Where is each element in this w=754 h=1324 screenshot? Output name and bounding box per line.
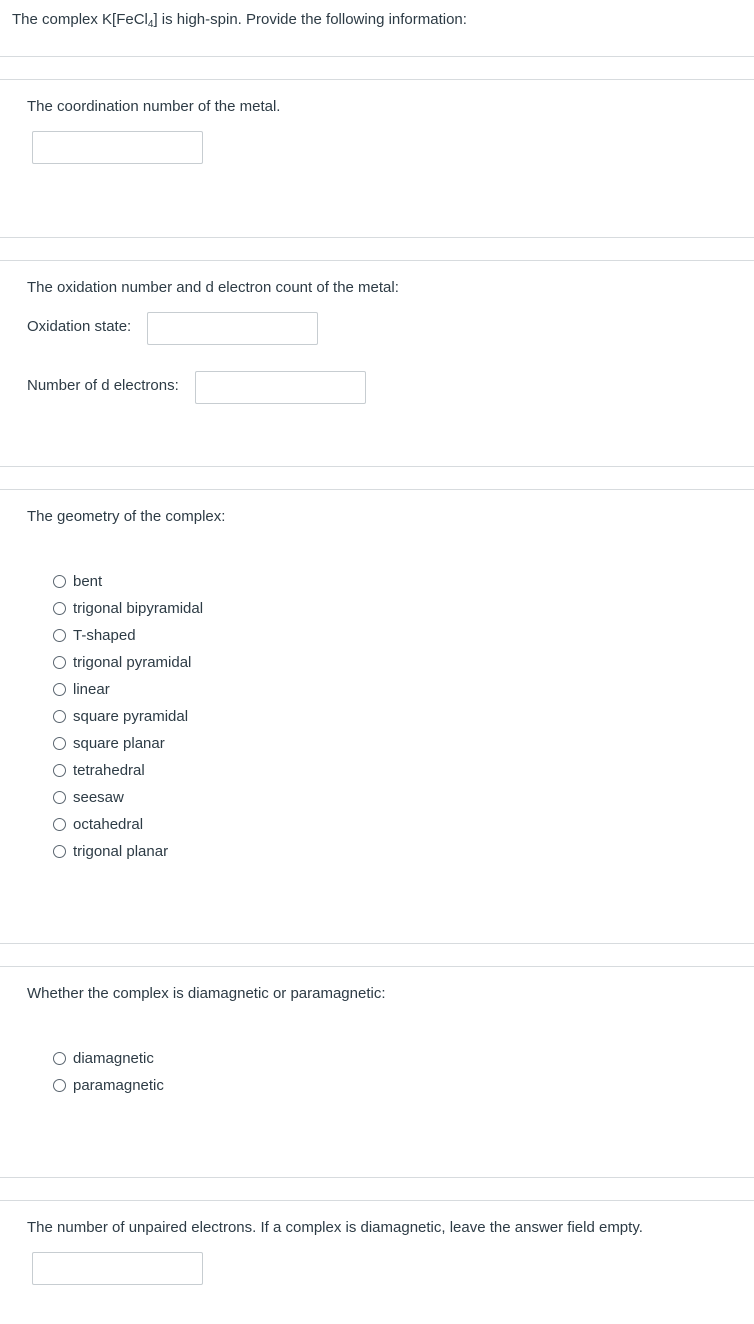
geometry-option-square-pyramidal[interactable] [53, 703, 203, 730]
radio-label: trigonal pyramidal [73, 653, 192, 671]
geometry-option-bent[interactable] [53, 568, 203, 595]
unpaired-question-text: The number of unpaired electrons. If a complex is diamagnetic, leave the answer field empty. [27, 1219, 643, 1236]
intro-prefix: The complex K[FeCl [12, 11, 148, 28]
magnetism-options [53, 1045, 164, 1099]
geometry-option-linear[interactable] [53, 676, 203, 703]
radio-button-icon[interactable] [53, 602, 66, 615]
intro-subscript: 4 [147, 19, 154, 30]
d-electrons-label: Number of d electrons: [27, 377, 179, 394]
geometry-options [53, 568, 203, 865]
radio-label: trigonal bipyramidal [73, 599, 204, 617]
radio-button-icon[interactable] [53, 1052, 66, 1065]
radio-label: octahedral [73, 815, 144, 833]
geometry-question-text: The geometry of the complex: [27, 508, 226, 525]
geometry-option-square-planar[interactable] [53, 730, 203, 757]
section-divider [0, 1177, 754, 1178]
radio-label: trigonal planar [73, 842, 169, 860]
radio-button-icon[interactable] [53, 656, 66, 669]
radio-button-icon[interactable] [53, 845, 66, 858]
radio-button-icon[interactable] [53, 629, 66, 642]
radio-label: diamagnetic [73, 1049, 154, 1067]
section-divider [0, 943, 754, 944]
radio-label: seesaw [73, 788, 124, 806]
radio-label: linear [73, 680, 110, 698]
oxidation-state-label: Oxidation state: [27, 318, 132, 335]
radio-button-icon[interactable] [53, 1079, 66, 1092]
geometry-option-trigonal-pyramidal[interactable] [53, 649, 203, 676]
oxidation-state-input[interactable] [147, 312, 318, 345]
radio-label: paramagnetic [73, 1076, 164, 1094]
radio-label: tetrahedral [73, 761, 145, 779]
section-divider [0, 966, 754, 967]
radio-button-icon[interactable] [53, 710, 66, 723]
radio-label: square pyramidal [73, 707, 189, 725]
geometry-option-t-shaped[interactable] [53, 622, 203, 649]
oxidation-question-text: The oxidation number and d electron count of the metal: [27, 279, 399, 296]
geometry-option-trigonal-planar[interactable] [53, 838, 203, 865]
magnetism-option-diamagnetic[interactable] [53, 1045, 164, 1072]
d-electrons-input[interactable] [195, 371, 366, 404]
geometry-option-tetrahedral[interactable] [53, 757, 203, 784]
radio-label: bent [73, 572, 103, 590]
coordination-question-text: The coordination number of the metal. [27, 98, 281, 115]
radio-label: T-shaped [73, 626, 136, 644]
section-divider [0, 79, 754, 80]
radio-label: square planar [73, 734, 165, 752]
radio-button-icon[interactable] [53, 818, 66, 831]
geometry-option-octahedral[interactable] [53, 811, 203, 838]
intro-suffix: ] is high-spin. Provide the following information: [153, 11, 467, 28]
question-intro [12, 10, 467, 30]
section-divider [0, 466, 754, 467]
radio-button-icon[interactable] [53, 764, 66, 777]
section-divider [0, 489, 754, 490]
radio-button-icon[interactable] [53, 575, 66, 588]
radio-button-icon[interactable] [53, 791, 66, 804]
radio-button-icon[interactable] [53, 683, 66, 696]
geometry-option-trigonal-bipyramidal[interactable] [53, 595, 203, 622]
unpaired-electrons-input[interactable] [32, 1252, 203, 1285]
magnetism-option-paramagnetic[interactable] [53, 1072, 164, 1099]
section-divider [0, 237, 754, 238]
magnetism-question-text: Whether the complex is diamagnetic or paramagnetic: [27, 985, 386, 1002]
radio-button-icon[interactable] [53, 737, 66, 750]
coordination-number-input[interactable] [32, 131, 203, 164]
section-divider [0, 1200, 754, 1201]
section-divider [0, 260, 754, 261]
geometry-option-seesaw[interactable] [53, 784, 203, 811]
section-divider [0, 56, 754, 57]
